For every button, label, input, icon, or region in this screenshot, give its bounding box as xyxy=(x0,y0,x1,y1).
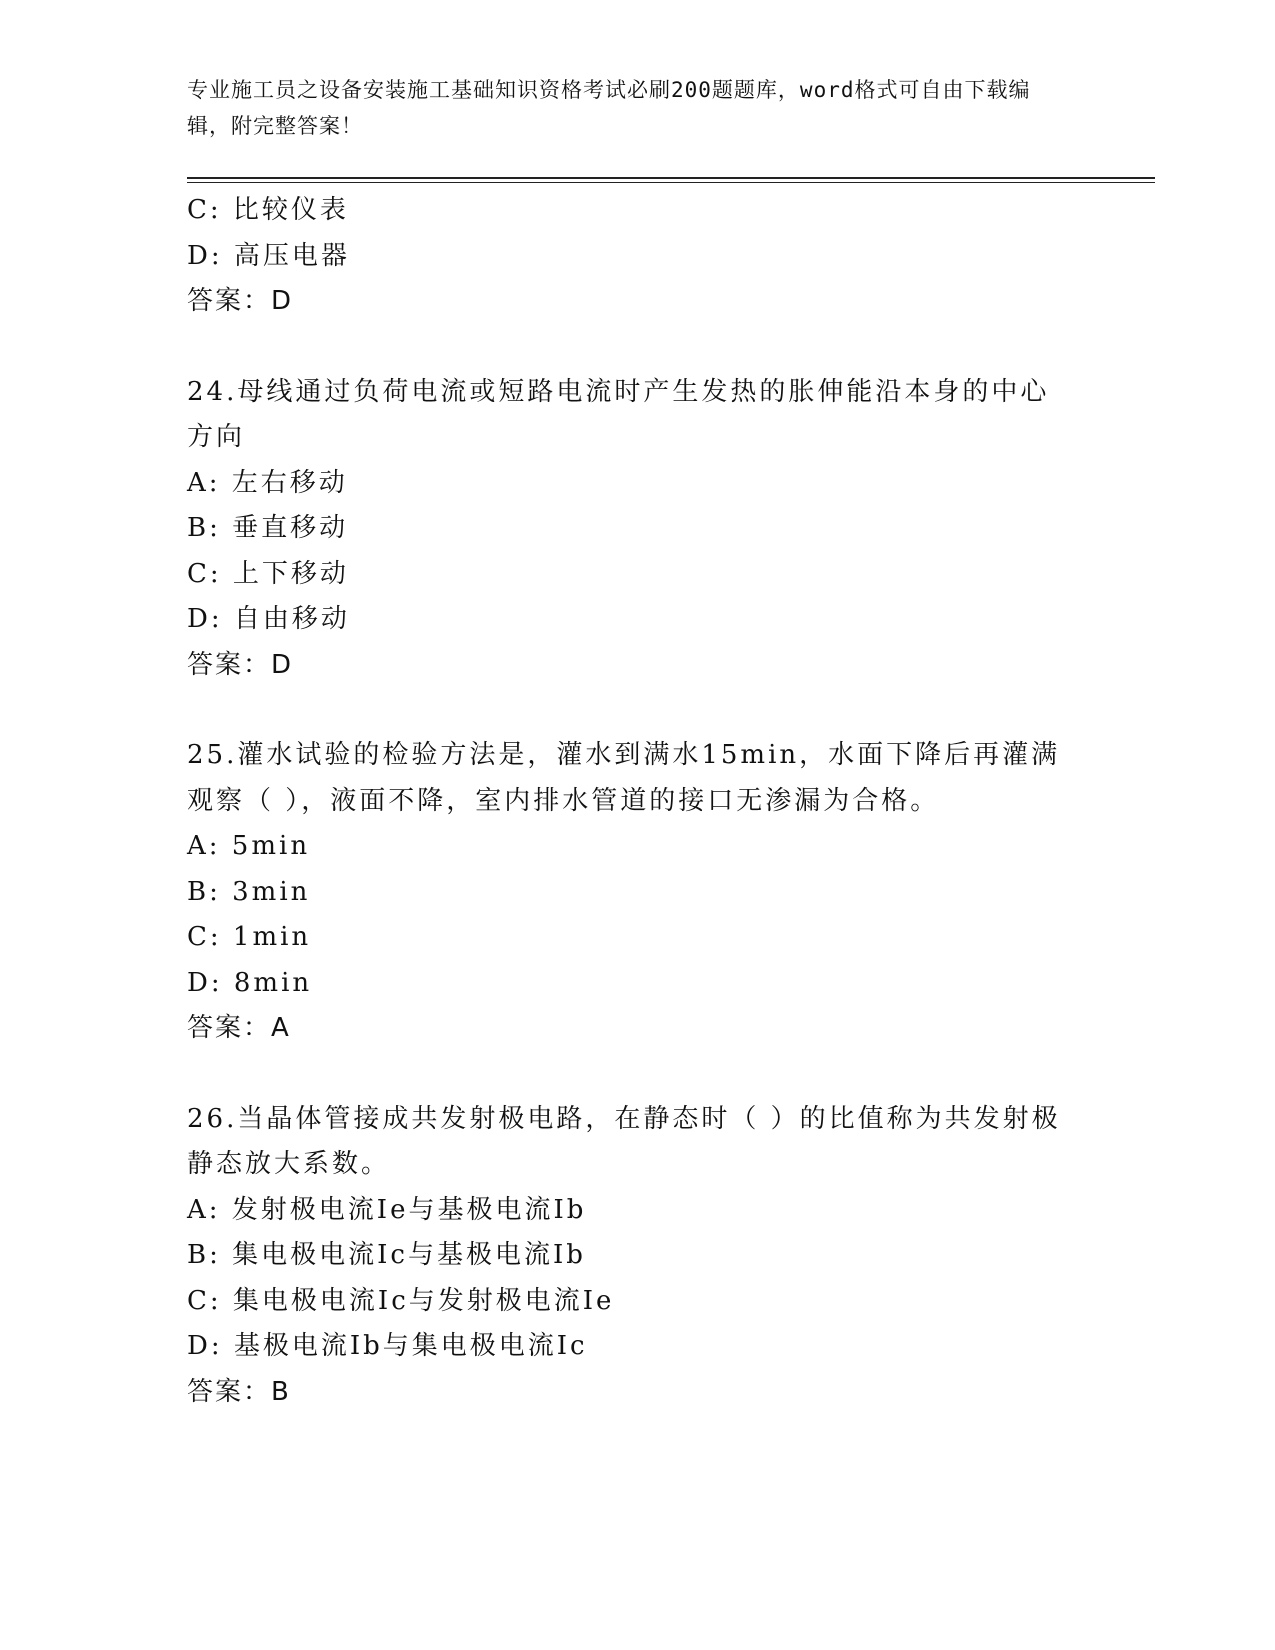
option-d: D: 高压电器 xyxy=(187,240,350,271)
option-d: D: 8min xyxy=(187,967,313,998)
answer-line: 答案：A xyxy=(187,1013,291,1043)
question-26 xyxy=(187,1097,1087,1416)
answer-line: 答案：B xyxy=(187,1376,291,1407)
question-25 xyxy=(187,733,1087,1052)
option-a: A: 5min xyxy=(187,831,311,861)
option-a: A: 左右移动 xyxy=(187,467,348,498)
option-a: A: 发射极电流Ie与基极电流Ib xyxy=(187,1194,587,1225)
question-24 xyxy=(187,370,1087,689)
question-content xyxy=(187,188,1087,1415)
option-b: B: 垂直移动 xyxy=(187,513,349,543)
header-rule-thin xyxy=(187,182,1155,183)
carryover-question xyxy=(187,188,1087,325)
document-header: 专业施工员之设备安装施工基础知识资格考试必刷200题题库，word格式可自由下载编辑，附完整答案！ xyxy=(187,78,1031,138)
option-d: D: 基极电流Ib与集电极电流Ic xyxy=(187,1331,588,1361)
question-text: 26.当晶体管接成共发射极电路，在静态时（ ）的比值称为共发射极静态放大系数。 xyxy=(187,1103,1061,1179)
option-d: D: 自由移动 xyxy=(187,604,350,634)
option-c: C: 上下移动 xyxy=(187,558,349,589)
question-text: 25.灌水试验的检验方法是，灌水到满水15min，水面下降后再灌满观察（ ），液面不降，室内排水管道的接口无渗漏为合格。 xyxy=(187,740,1061,816)
question-text: 24.母线通过负荷电流或短路电流时产生发热的胀伸能沿本身的中心方向 xyxy=(187,376,1050,452)
option-b: B: 集电极电流Ic与基极电流Ib xyxy=(187,1240,586,1270)
answer-line: 答案：D xyxy=(187,286,294,316)
option-c: C: 集电极电流Ic与发射极电流Ie xyxy=(187,1285,615,1316)
option-c: C: 比较仪表 xyxy=(187,195,349,225)
answer-line: 答案：D xyxy=(187,649,294,680)
option-b: B: 3min xyxy=(187,876,311,907)
option-c: C: 1min xyxy=(187,922,312,952)
header-rule-thick xyxy=(187,177,1155,179)
